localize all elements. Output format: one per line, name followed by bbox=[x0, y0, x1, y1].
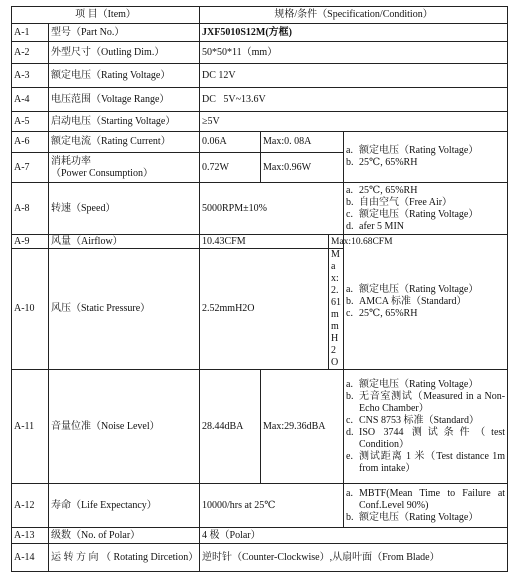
conditions-list bbox=[346, 488, 505, 524]
condition-item: c. CNS 8753 标准（Standard） bbox=[346, 414, 480, 426]
specification-table bbox=[11, 6, 508, 572]
row-id: A-9 bbox=[12, 235, 49, 249]
row-max-value: Max:29.36dBA bbox=[261, 370, 344, 484]
condition-item: a. 额定电压（Rating Voltage） bbox=[346, 378, 479, 390]
row-value: 10.43CFM bbox=[200, 235, 329, 249]
condition-item: b. 25℃, 65%RH bbox=[346, 157, 418, 168]
header-item: 项 目（Item） bbox=[12, 7, 200, 24]
condition-item: a. 额定电压（Rating Voltage） bbox=[346, 284, 479, 295]
row-item: 额定电压（Rating Voltage） bbox=[49, 64, 200, 88]
conditions-a8 bbox=[344, 183, 508, 235]
table-row bbox=[12, 64, 508, 88]
conditions-list bbox=[346, 379, 505, 475]
row-value: 4 极（Polar） bbox=[200, 528, 508, 544]
row-max-value: Max:10.68CFM bbox=[329, 235, 344, 249]
row-id: A-3 bbox=[12, 64, 49, 88]
row-item: 音量位准（Noise Level） bbox=[49, 370, 200, 484]
conditions-list bbox=[346, 145, 505, 169]
row-max-value: Max:2.61mmH2O bbox=[329, 249, 344, 370]
condition-item: b. 额定电压（Rating Voltage） bbox=[346, 511, 479, 523]
table-row bbox=[12, 484, 508, 528]
row-value: 逆时针（Counter-Clockwise）,从扇叶面（From Blade） bbox=[200, 544, 508, 572]
table-row bbox=[12, 528, 508, 544]
row-item: 消耗功率 （Power Consumption） bbox=[49, 153, 200, 183]
row-item: 外型尺寸（Outling Dim.） bbox=[49, 42, 200, 64]
row-value: 0.06A bbox=[200, 132, 261, 153]
row-value: DC 5V~13.6V bbox=[200, 88, 508, 112]
condition-item: b. AMCA 标准（Standard） bbox=[346, 296, 467, 307]
row-item: 启动电压（Starting Voltage） bbox=[49, 112, 200, 132]
row-id: A-2 bbox=[12, 42, 49, 64]
row-value: 10000/hrs at 25℃ bbox=[200, 484, 344, 528]
row-item: 运 转 方 向 （ Rotating Dircetion） bbox=[49, 544, 200, 572]
condition-item: b. 自由空气（Free Air） bbox=[346, 196, 453, 208]
row-id: A-13 bbox=[12, 528, 49, 544]
table-row bbox=[12, 370, 508, 484]
conditions-a6-a7 bbox=[344, 132, 508, 183]
row-item: 寿命（Life Expectancy） bbox=[49, 484, 200, 528]
table-row bbox=[12, 235, 508, 249]
conditions-a9-a10 bbox=[344, 235, 508, 370]
spec-sheet bbox=[11, 6, 507, 572]
row-id: A-11 bbox=[12, 370, 49, 484]
row-id: A-8 bbox=[12, 183, 49, 235]
row-id: A-5 bbox=[12, 112, 49, 132]
conditions-a11 bbox=[344, 370, 508, 484]
table-row bbox=[12, 24, 508, 42]
row-id: A-7 bbox=[12, 153, 49, 183]
row-value: 5000RPM±10% bbox=[200, 183, 344, 235]
table-row bbox=[12, 88, 508, 112]
row-item: 电压范围（Voltage Range） bbox=[49, 88, 200, 112]
row-value: 2.52mmH2O bbox=[200, 249, 329, 370]
row-id: A-1 bbox=[12, 24, 49, 42]
row-item: 额定电流（Rating Current） bbox=[49, 132, 200, 153]
header-specification: 规格/条件（Specification/Condition） bbox=[200, 7, 508, 24]
row-id: A-10 bbox=[12, 249, 49, 370]
row-value: 0.72W bbox=[200, 153, 261, 183]
table-row bbox=[12, 132, 508, 153]
row-item: 风量（Airflow） bbox=[49, 235, 200, 249]
conditions-a12 bbox=[344, 484, 508, 528]
condition-item: d. ISO 3744 测试条件（test Condition） bbox=[346, 426, 506, 450]
row-max-value: Max:0.96W bbox=[261, 153, 344, 183]
condition-item: e. 测试距离 1 米（Test distance 1m from intake） bbox=[346, 450, 506, 474]
row-id: A-14 bbox=[12, 544, 49, 572]
condition-item: a. MBTF(Mean Time to Failure at Conf.Level 90%) bbox=[346, 487, 506, 511]
condition-item: b. 无音室测试（Measured in a Non-Echo Chamber） bbox=[346, 390, 506, 414]
row-id: A-6 bbox=[12, 132, 49, 153]
row-item: 转速（Speed） bbox=[49, 183, 200, 235]
table-row bbox=[12, 544, 508, 572]
table-row bbox=[12, 183, 508, 235]
table-row bbox=[12, 112, 508, 132]
row-id: A-4 bbox=[12, 88, 49, 112]
row-value: DC 12V bbox=[200, 64, 508, 88]
row-value: 50*50*11（mm） bbox=[200, 42, 508, 64]
part-number-value: JXF5010S12M(方框) bbox=[200, 24, 508, 42]
conditions-list bbox=[346, 185, 505, 233]
row-item: 风压（Static Pressure） bbox=[49, 249, 200, 370]
conditions-list bbox=[346, 284, 505, 320]
row-item: 型号（Part No.） bbox=[49, 24, 200, 42]
table-row bbox=[12, 42, 508, 64]
condition-item: a. 额定电压（Rating Voltage） bbox=[346, 145, 479, 156]
row-id: A-12 bbox=[12, 484, 49, 528]
row-item: 级数（No. of Polar） bbox=[49, 528, 200, 544]
row-value: 28.44dBA bbox=[200, 370, 261, 484]
row-max-value: Max:0. 08A bbox=[261, 132, 344, 153]
condition-item: c. 25℃, 65%RH bbox=[346, 308, 418, 319]
condition-item: c. 额定电压（Rating Voltage） bbox=[346, 208, 479, 220]
header-row bbox=[12, 7, 508, 24]
condition-item: a. 25℃, 65%RH bbox=[346, 184, 418, 196]
row-value: ≥5V bbox=[200, 112, 508, 132]
condition-item: d. afer 5 MIN bbox=[346, 220, 404, 232]
